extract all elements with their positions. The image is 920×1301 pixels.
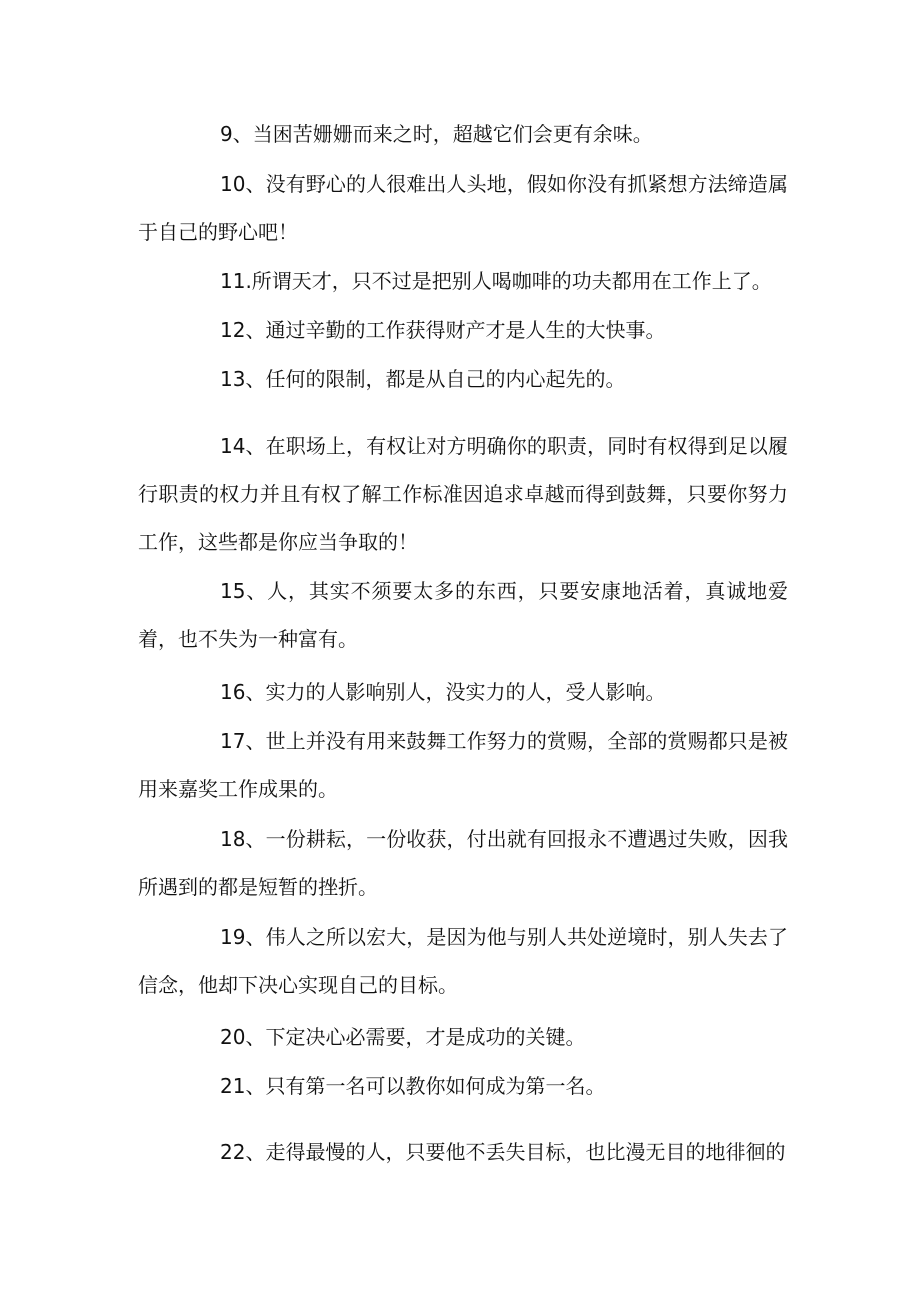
- quote-paragraph-18: 18、一份耕耘，一份收获，付出就有回报永不遭遇过失败，因我所遇到的都是短暂的挫折。: [138, 827, 788, 899]
- quote-paragraph-13: 13、任何的限制，都是从自己的内心起先的。: [220, 367, 626, 391]
- quote-paragraph-15: 15、人，其实不须要太多的东西，只要安康地活着，真诚地爱着，也不失为一种富有。: [138, 579, 788, 651]
- quote-paragraph-16: 16、实力的人影响别人，没实力的人，受人影响。: [220, 680, 666, 704]
- quote-paragraph-20: 20、下定决心必需要，才是成功的关键。: [220, 1025, 586, 1049]
- quote-paragraph-19: 19、伟人之所以宏大，是因为他与别人共处逆境时，别人失去了信念，他却下决心实现自己的目标。: [138, 925, 788, 997]
- quote-paragraph-17: 17、世上并没有用来鼓舞工作努力的赏赐，全部的赏赐都只是被用来嘉奖工作成果的。: [138, 729, 788, 801]
- quote-paragraph-22: 22、走得最慢的人，只要他不丢失目标，也比漫无目的地徘徊的: [220, 1140, 786, 1164]
- quote-paragraph-9: 9、当困苦姗姗而来之时，超越它们会更有余味。: [220, 122, 653, 146]
- quote-paragraph-10: 10、没有野心的人很难出人头地，假如你没有抓紧想方法缔造属于自己的野心吧！: [138, 172, 788, 244]
- quote-paragraph-12: 12、通过辛勤的工作获得财产才是人生的大快事。: [220, 318, 666, 342]
- quote-paragraph-14: 14、在职场上，有权让对方明确你的职责，同时有权得到足以履行职责的权力并且有权了解工作标准因追求卓越而得到鼓舞，只要你努力工作，这些都是你应当争取的！: [138, 434, 788, 554]
- quote-paragraph-11: 11.所谓天才，只不过是把别人喝咖啡的功夫都用在工作上了。: [220, 269, 772, 293]
- quote-paragraph-21: 21、只有第一名可以教你如何成为第一名。: [220, 1074, 606, 1098]
